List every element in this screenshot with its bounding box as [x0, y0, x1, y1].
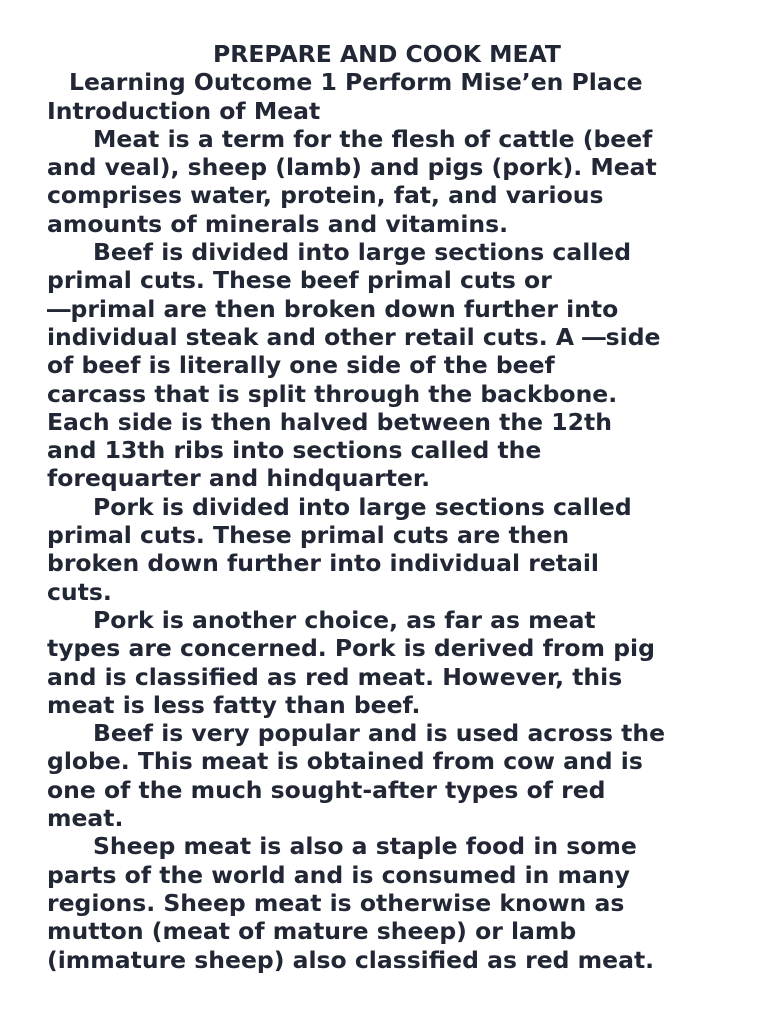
document-page [47, 40, 727, 974]
paragraph-line: Pork is divided into large sections called [93, 492, 632, 521]
paragraph-line: broken down further into individual retail [47, 549, 599, 578]
paragraph-line: Each side is then halved between the 12th [47, 407, 612, 436]
paragraph-line: one of the much sought-after types of red [47, 775, 606, 804]
paragraph-line: amounts of minerals and vitamins. [47, 209, 509, 238]
paragraph-line: Meat is a term for the flesh of cattle (beef [93, 124, 653, 153]
paragraph-line: Pork is another choice, as far as meat [93, 605, 596, 634]
paragraph-beef-popular [47, 719, 727, 832]
paragraph-line: Beef is divided into large sections called [93, 238, 632, 267]
paragraph-line: (immature sheep) also classified as red meat. [47, 945, 655, 974]
paragraph-line: ―primal are then broken down further into [47, 294, 619, 323]
paragraph-meat-definition [47, 125, 727, 238]
paragraph-sheep-meat [47, 832, 727, 973]
paragraph-line: and 13th ribs into sections called the [47, 436, 542, 465]
learning-outcome-subtitle: Learning Outcome 1 Perform Mise’en Place [69, 68, 643, 97]
paragraph-line: individual steak and other retail cuts. A ―side [47, 322, 661, 351]
paragraph-line: meat is less fatty than beef. [47, 690, 421, 719]
paragraph-line: and is classified as red meat. However, this [47, 662, 623, 691]
paragraph-line: carcass that is split through the backbone. [47, 379, 618, 408]
paragraph-pork-primal-cuts [47, 493, 727, 606]
paragraph-line: forequarter and hindquarter. [47, 464, 431, 493]
paragraph-line: regions. Sheep meat is otherwise known as [47, 888, 625, 917]
paragraph-line: cuts. [47, 577, 112, 606]
paragraph-line: types are concerned. Pork is derived from pig [47, 634, 655, 663]
paragraph-beef-primal-cuts [47, 238, 727, 493]
paragraph-line: meat. [47, 804, 124, 833]
paragraph-line: primal cuts. These beef primal cuts or [47, 266, 552, 295]
paragraph-line: and veal), sheep (lamb) and pigs (pork). Meat [47, 153, 657, 182]
paragraph-line: primal cuts. These primal cuts are then [47, 521, 570, 550]
paragraph-line: mutton (meat of mature sheep) or lamb [47, 917, 577, 946]
paragraph-pork-choice [47, 606, 727, 719]
paragraph-line: of beef is literally one side of the beef [47, 351, 555, 380]
paragraph-line: parts of the world and is consumed in many [47, 860, 630, 889]
paragraph-line: Sheep meat is also a staple food in some [93, 832, 637, 861]
paragraph-line: globe. This meat is obtained from cow and is [47, 747, 643, 776]
paragraph-line: Beef is very popular and is used across the [93, 719, 666, 748]
section-heading: Introduction of Meat [47, 96, 321, 125]
document-title: PREPARE AND COOK MEAT [213, 40, 561, 68]
paragraph-line: comprises water, protein, fat, and various [47, 181, 604, 210]
